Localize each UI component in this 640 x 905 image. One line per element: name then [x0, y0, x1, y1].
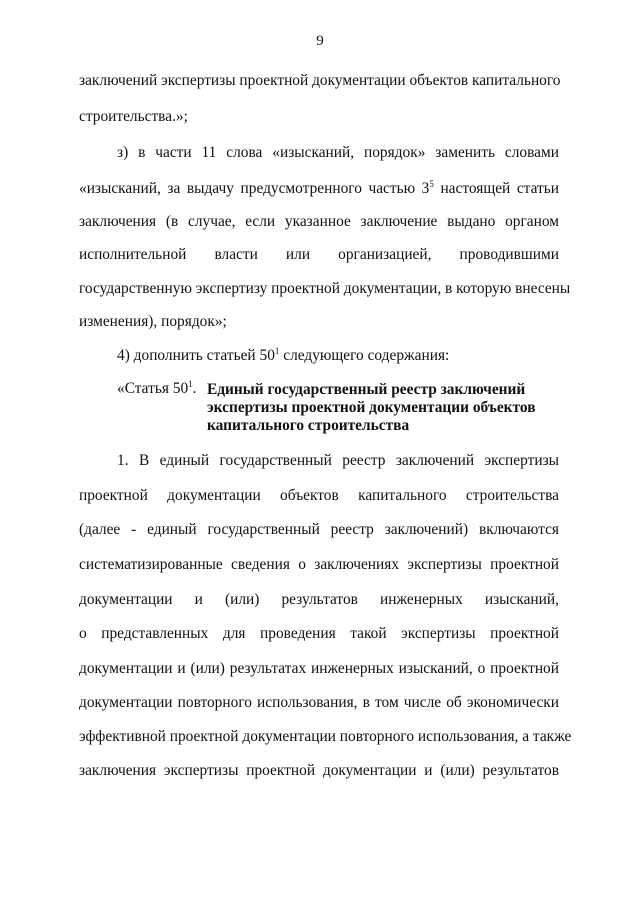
text-line: эффективной проектной документации повторного использования, а также [79, 728, 572, 745]
text-line: систематизированные сведения о заключениях экспертизы проектной [79, 556, 559, 573]
article-title-line: капитального строительства [207, 417, 410, 434]
text-line: (далее - единый государственный реестр заключений) включаются [79, 521, 559, 538]
text-line: «изысканий, за выдачу предусмотренного частью $3^5$ настоящей статьи [79, 179, 559, 197]
text-line: государственную экспертизу проектной документации, в которую внесены [79, 280, 571, 297]
text-line: заключений экспертизы проектной документации объектов капитального [79, 72, 561, 89]
article-title-line: экспертизы проектной документации объектов [207, 399, 536, 416]
text-line: 1. В единый государственный реестр заключений экспертизы [117, 452, 559, 469]
page-number: 9 [316, 33, 324, 49]
text-line: проектной документации объектов капитального строительства [79, 487, 559, 504]
text-line: 4) дополнить статьей $50^1$ следующего содержания: [117, 346, 450, 364]
text-line: о представленных для проведения такой экспертизы проектной [79, 625, 559, 642]
text-line: изменения), порядок»; [79, 313, 227, 330]
text-line: заключения экспертизы проектной документации и (или) результатов [79, 762, 559, 779]
text-line: документации и (или) результатах инженерных изысканий, о проектной [79, 660, 559, 677]
text-line: документации и (или) результатов инженерных изысканий, [79, 591, 559, 608]
text-line: исполнительной власти или организацией, проводившими [79, 246, 559, 263]
superscript: 1 [274, 346, 280, 356]
superscript: 1 [188, 379, 193, 389]
text-line: документации повторного использования, в том числе об экономически [79, 694, 559, 711]
text-line: строительства.»; [79, 108, 188, 125]
text-line: з) в части 11 слова «изысканий, порядок» заменить словами [117, 144, 559, 161]
article-label: «Статья $50^1$. [117, 379, 197, 397]
text-line: заключения (в случае, если указанное заключение выдано органом [79, 213, 559, 230]
article-title-line: Единый государственный реестр заключений [207, 381, 526, 398]
superscript: 5 [429, 179, 434, 189]
